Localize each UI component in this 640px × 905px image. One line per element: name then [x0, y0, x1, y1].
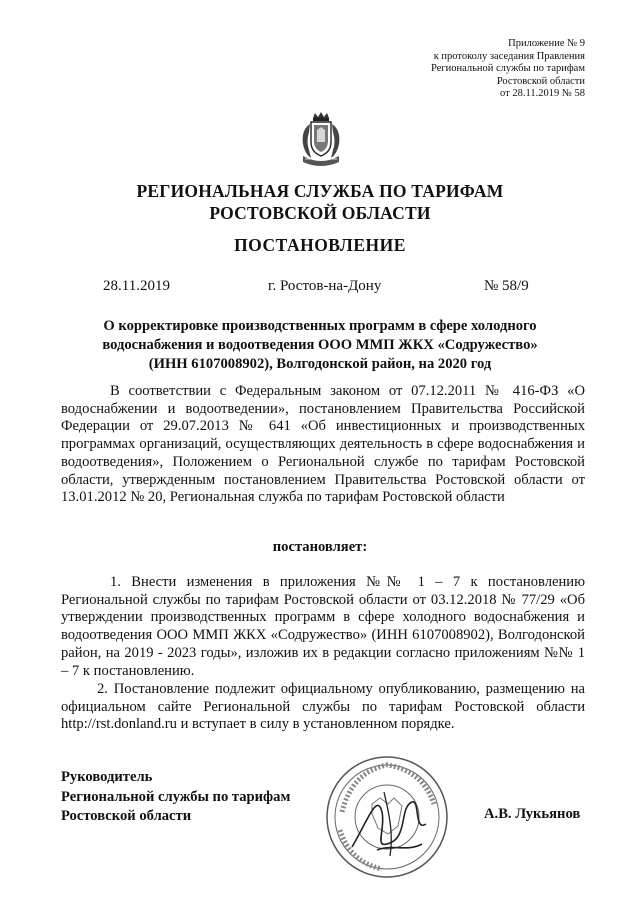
decree-item-2: 2. Постановление подлежит официальному опубликованию, размещению на официальном сайте Региональной службы по тарифам Ростовской области http://rst.donland.ru и вступает в силу в установленном порядке. [61, 681, 585, 733]
appendix-line: к протоколу заседания Правления [433, 50, 585, 62]
organization-line: РЕГИОНАЛЬНАЯ СЛУЖБА ПО ТАРИФАМ [136, 181, 504, 201]
signatory-title-line: Региональной службы по тарифам [61, 788, 291, 805]
preamble-paragraph: В соответствии с Федеральным законом от 07.12.2011 № 416-ФЗ «О водоснабжении и водоотведении», постановлением Правительства Российской Федерации от 29.07.2013 № 641 «Об инвестиционных и производственных программах организаций, осуществляющих деятельность в сфере водоснабжения и водоотведения», Положением о Региональной службе по тарифам Ростовской области, утвержденным постановлением Правительства Ростовской области от 13.01.2012 № 20, Региональная служба по тарифам Ростовской области [61, 383, 585, 506]
appendix-line: Региональной службы по тарифам [430, 63, 585, 75]
appendix-note [385, 38, 585, 101]
document-type: ПОСТАНОВЛЕНИЕ [234, 235, 406, 255]
signatory-title-line: Ростовской области [61, 808, 192, 824]
decree-word: постановляет: [272, 539, 368, 555]
signatory-title [61, 768, 290, 827]
official-seal-icon [322, 752, 452, 882]
organization-name [0, 180, 640, 224]
signatory-title-line: Руководитель [61, 769, 153, 785]
document-city: г. Ростов-на-Дону [268, 278, 382, 294]
signatory-name: А.В. Лукьянов [484, 806, 581, 822]
appendix-line: Ростовской области [496, 75, 585, 87]
document-date: 28.11.2019 [103, 278, 170, 294]
subject-line: водоснабжения и водоотведения ООО ММП ЖКХ «Содружество» [102, 337, 538, 353]
decree-item-1: 1. Внести изменения в приложения №№ 1 – 7 к постановлению Региональной службы по тарифам Ростовской области от 03.12.2018 № 77/29 «Об утверждении производственных программ в сфере холодного водоснабжения и водоотведения ООО ММП ЖКХ «Содружество» (ИНН 6107008902), Волгодонской район, на 2019 - 2023 годы», изложив их в редакции согласно приложениям №№ 1 – 7 к постановлению. [61, 574, 585, 679]
subject-line: О корректировке производственных программ в сфере холодного [103, 318, 537, 334]
appendix-line: Приложение № 9 [508, 38, 585, 49]
document-number: № 58/9 [484, 278, 529, 294]
subject-line: (ИНН 6107008902), Волгодонской район, на 2020 год [148, 356, 492, 372]
organization-line: РОСТОВСКОЙ ОБЛАСТИ [209, 203, 431, 223]
appendix-line: от 28.11.2019 № 58 [500, 88, 585, 100]
document-subject [60, 317, 580, 374]
coat-of-arms-icon [297, 112, 345, 170]
